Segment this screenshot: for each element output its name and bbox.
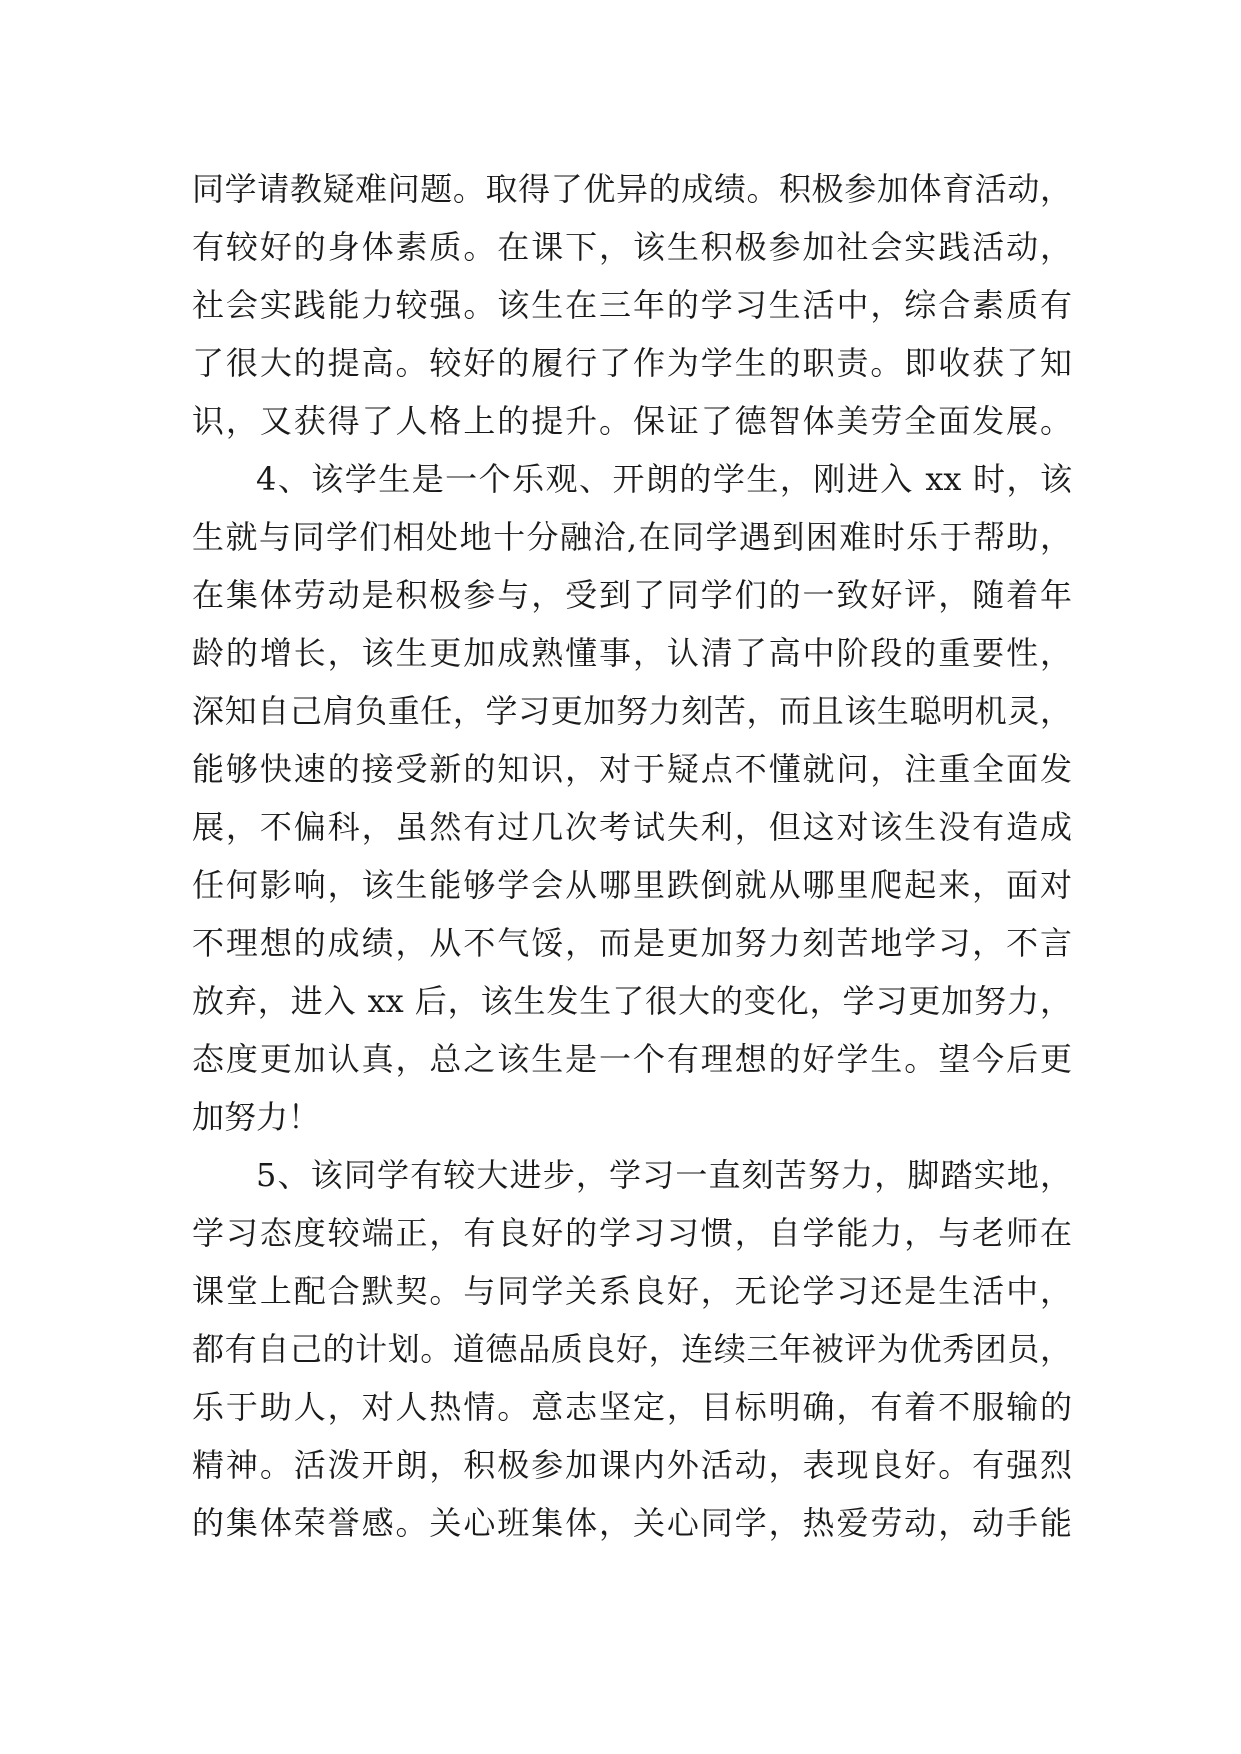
text-line: 精神。活泼开朗，积极参加课内外活动，表现良好。有强烈 xyxy=(192,1446,1072,1484)
paragraph-5 xyxy=(192,1146,1072,1552)
text-line: 都有自己的计划。道德品质良好，连续三年被评为优秀团员， xyxy=(192,1330,1072,1368)
text-line: 了很大的提高。较好的履行了作为学生的职责。即收获了知 xyxy=(192,344,1072,382)
text-line: 社会实践能力较强。该生在三年的学习生活中，综合素质有 xyxy=(192,286,1072,324)
text-line: 在集体劳动是积极参与，受到了同学们的一致好评，随着年 xyxy=(192,576,1072,614)
text-line: 任何影响，该生能够学会从哪里跌倒就从哪里爬起来，面对 xyxy=(192,866,1072,904)
text-line: 龄的增长，该生更加成熟懂事，认清了高中阶段的重要性， xyxy=(192,634,1072,672)
paragraph-4 xyxy=(192,450,1072,1146)
text-line: 加努力！ xyxy=(192,1098,321,1136)
text-line: 不理想的成绩，从不气馁，而是更加努力刻苦地学习，不言 xyxy=(192,924,1072,962)
text-line: 5、该同学有较大进步，学习一直刻苦努力，脚踏实地， xyxy=(256,1156,1072,1194)
text-line: 生就与同学们相处地十分融洽,在同学遇到困难时乐于帮助， xyxy=(192,518,1072,556)
text-line: 放弃，进入 xx 后，该生发生了很大的变化，学习更加努力， xyxy=(192,982,1072,1020)
text-line: 识，又获得了人格上的提升。保证了德智体美劳全面发展。 xyxy=(192,402,1072,440)
text-line: 同学请教疑难问题。取得了优异的成绩。积极参加体育活动， xyxy=(192,170,1072,208)
document-body xyxy=(192,160,1072,1552)
text-line: 有较好的身体素质。在课下，该生积极参加社会实践活动， xyxy=(192,228,1072,266)
paragraph-3-continued xyxy=(192,160,1072,450)
text-line: 的集体荣誉感。关心班集体，关心同学，热爱劳动，动手能 xyxy=(192,1504,1072,1542)
text-line: 4、该学生是一个乐观、开朗的学生，刚进入 xx 时，该 xyxy=(256,460,1072,498)
text-line: 课堂上配合默契。与同学关系良好，无论学习还是生活中， xyxy=(192,1272,1072,1310)
text-line: 乐于助人，对人热情。意志坚定，目标明确，有着不服输的 xyxy=(192,1388,1072,1426)
text-line: 学习态度较端正，有良好的学习习惯，自学能力，与老师在 xyxy=(192,1214,1072,1252)
text-line: 深知自己肩负重任，学习更加努力刻苦，而且该生聪明机灵， xyxy=(192,692,1072,730)
text-line: 展，不偏科，虽然有过几次考试失利，但这对该生没有造成 xyxy=(192,808,1072,846)
text-line: 能够快速的接受新的知识，对于疑点不懂就问，注重全面发 xyxy=(192,750,1072,788)
text-line: 态度更加认真，总之该生是一个有理想的好学生。望今后更 xyxy=(192,1040,1072,1078)
